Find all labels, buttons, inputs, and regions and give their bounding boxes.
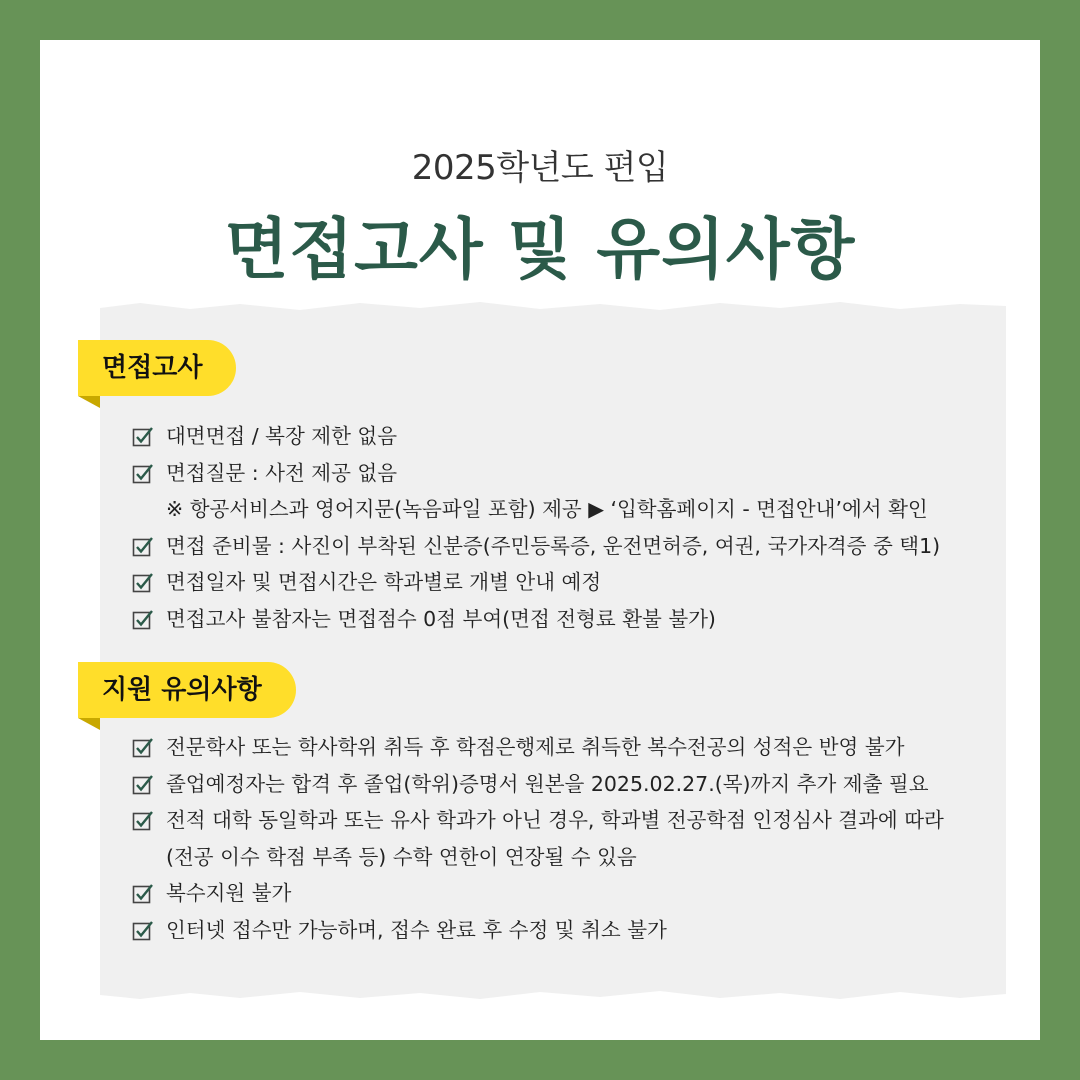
- section-tag-notice: [78, 662, 296, 718]
- list-item-text: 대면면접 / 복장 제한 없음: [166, 424, 398, 448]
- checkbox-check-icon: [132, 737, 154, 759]
- tag-fold: [78, 396, 100, 408]
- list-item: [132, 875, 944, 912]
- section-tag-label: 지원 유의사항: [102, 675, 262, 705]
- list-item: [132, 912, 944, 949]
- list-item-text: 면접질문 : 사전 제공 없음: [166, 460, 398, 485]
- checkbox-check-icon: [132, 609, 154, 631]
- section-tag-interview: [78, 340, 236, 396]
- checkbox-check-icon: [132, 536, 154, 558]
- page-title: 면접고사 및 유의사항: [224, 211, 856, 288]
- list-item: [132, 802, 944, 839]
- list-item-text: 전적 대학 동일학과 또는 유사 학과가 아닌 경우, 학과별 전공학점 인정심사 결과에 따라: [166, 808, 944, 832]
- list-item: [132, 455, 940, 492]
- list-item: [132, 729, 944, 766]
- list-item-text: 인터넷 접수만 가능하며, 접수 완료 후 수정 및 취소 불가: [166, 917, 667, 942]
- checkbox-check-icon: [132, 774, 154, 796]
- list-item: [132, 418, 940, 455]
- list-item-note: ※ 항공서비스과 영어지문(녹음파일 포함) 제공 ▶ ‘입학홈페이지 - 면접안내’에서 확인: [166, 497, 928, 521]
- section-tag-label: 면접고사: [102, 353, 203, 383]
- checkbox-check-icon: [132, 426, 154, 448]
- list-item: [132, 528, 940, 565]
- interview-list: [132, 418, 940, 637]
- list-item-text: 복수지원 불가: [166, 881, 292, 905]
- checkbox-check-icon: [132, 810, 154, 832]
- checkbox-check-icon: [132, 572, 154, 594]
- list-item-text: 졸업예정자는 합격 후 졸업(학위)증명서 원본을 2025.02.27.(목)까지 추가 제출 필요: [166, 771, 929, 796]
- checkbox-check-icon: [132, 463, 154, 485]
- list-item-text: 면접 준비물 : 사진이 부착된 신분증(주민등록증, 운전면허증, 여권, 국가자격증 중 택1): [166, 533, 941, 558]
- checkbox-check-icon: [132, 920, 154, 942]
- list-item-continuation: (전공 이수 학점 부족 등) 수학 연한이 연장될 수 있음: [166, 844, 637, 869]
- list-item: [132, 564, 940, 601]
- list-item-text: 면접고사 불참자는 면접점수 0점 부여(면접 전형료 환불 불가): [166, 606, 716, 631]
- page-subtitle: 2025학년도 편입: [411, 148, 669, 188]
- list-item-text: 면접일자 및 면접시간은 학과별로 개별 안내 예정: [166, 570, 602, 594]
- tag-fold: [78, 718, 100, 730]
- list-item-text: 전문학사 또는 학사학위 취득 후 학점은행제로 취득한 복수전공의 성적은 반영 불가: [166, 735, 905, 759]
- list-item: [132, 601, 940, 638]
- list-item: [132, 766, 944, 803]
- checkbox-check-icon: [132, 883, 154, 905]
- notice-list: [132, 729, 944, 948]
